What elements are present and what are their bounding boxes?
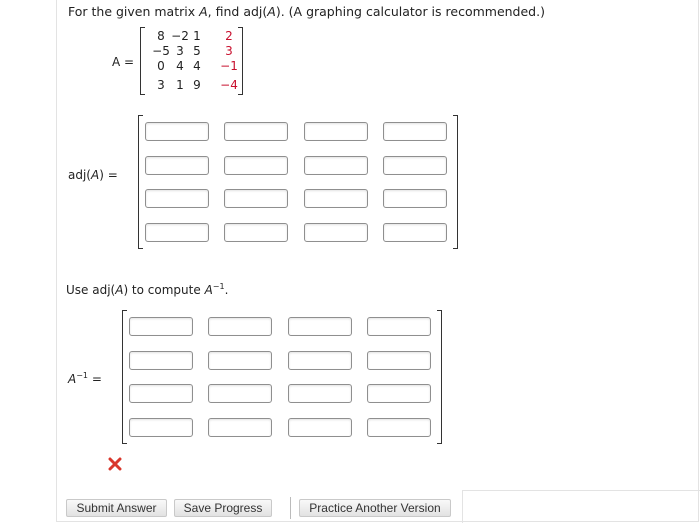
adj-input-r4c4[interactable] — [383, 223, 447, 242]
matrix-a-label: A = — [112, 55, 135, 69]
matrix-a-cell: −1 — [220, 59, 238, 73]
matrix-a-cell: 8 — [157, 29, 165, 43]
inverse-input-r2c3[interactable] — [288, 351, 352, 370]
inverse-input-r4c3[interactable] — [288, 418, 352, 437]
inverse-input-r2c1[interactable] — [129, 351, 193, 370]
save-progress-button[interactable]: Save Progress — [174, 499, 272, 517]
matrix-a-cell: −5 — [152, 44, 170, 58]
adj-right-bracket — [453, 115, 458, 249]
inverse-input-r3c4[interactable] — [367, 384, 431, 403]
matrix-a-cell: 3 — [176, 44, 184, 58]
inverse-input-r3c3[interactable] — [288, 384, 352, 403]
matrix-a-cell: −2 — [171, 29, 189, 43]
adj-input-r3c1[interactable] — [145, 189, 209, 208]
adj-input-r2c2[interactable] — [224, 156, 288, 175]
matrix-a-cell: 3 — [225, 44, 233, 58]
inverse-left-bracket — [122, 310, 127, 444]
use-adj-instruction: Use adj(A) to compute $A^{-1}$. — [66, 282, 229, 297]
adj-input-r1c2[interactable] — [224, 122, 288, 141]
practice-another-version-button[interactable]: Practice Another Version — [299, 499, 451, 517]
adj-input-r1c4[interactable] — [383, 122, 447, 141]
matrix-a-cell: 1 — [176, 78, 184, 92]
adj-input-r2c3[interactable] — [304, 156, 368, 175]
adj-input-r2c1[interactable] — [145, 156, 209, 175]
incorrect-x-icon — [108, 457, 122, 471]
inverse-input-r1c1[interactable] — [129, 317, 193, 336]
inverse-input-r2c4[interactable] — [367, 351, 431, 370]
matrix-a-right-bracket — [238, 27, 243, 95]
adj-label: adj(A) = — [68, 168, 118, 182]
inverse-input-r1c2[interactable] — [208, 317, 272, 336]
matrix-a-cell: 4 — [193, 59, 201, 73]
inverse-input-r3c2[interactable] — [208, 384, 272, 403]
adj-left-bracket — [138, 115, 143, 249]
inverse-right-bracket — [437, 310, 442, 444]
matrix-a-cell: 4 — [176, 59, 184, 73]
inverse-input-r4c2[interactable] — [208, 418, 272, 437]
inverse-input-r1c3[interactable] — [288, 317, 352, 336]
matrix-a-cell: 9 — [193, 78, 201, 92]
adj-input-r4c2[interactable] — [224, 223, 288, 242]
inverse-input-r4c4[interactable] — [367, 418, 431, 437]
matrix-a-cell: 0 — [157, 59, 165, 73]
question-text: For the given matrix A, find adj(A). (A graphing calculator is recommended.) — [68, 4, 545, 19]
inverse-label: $A^{-1}$ = — [68, 371, 102, 386]
button-separator — [290, 497, 291, 519]
inverse-input-r3c1[interactable] — [129, 384, 193, 403]
adj-input-r2c4[interactable] — [383, 156, 447, 175]
matrix-a-cell: 2 — [225, 29, 233, 43]
matrix-a-cell: 3 — [157, 78, 165, 92]
divider — [462, 490, 700, 491]
adj-input-r1c1[interactable] — [145, 122, 209, 141]
inverse-input-r2c2[interactable] — [208, 351, 272, 370]
submit-answer-button[interactable]: Submit Answer — [66, 499, 167, 517]
matrix-a-cell: 5 — [193, 44, 201, 58]
adj-input-r4c1[interactable] — [145, 223, 209, 242]
adj-input-r1c3[interactable] — [304, 122, 368, 141]
adj-input-r3c3[interactable] — [304, 189, 368, 208]
inverse-input-r4c1[interactable] — [129, 418, 193, 437]
adj-input-r4c3[interactable] — [304, 223, 368, 242]
divider-vertical — [462, 490, 463, 523]
inverse-input-r1c4[interactable] — [367, 317, 431, 336]
matrix-a — [144, 28, 238, 96]
matrix-a-cell: 1 — [193, 29, 201, 43]
adj-input-r3c2[interactable] — [224, 189, 288, 208]
adj-input-r3c4[interactable] — [383, 189, 447, 208]
matrix-a-cell: −4 — [220, 78, 238, 92]
